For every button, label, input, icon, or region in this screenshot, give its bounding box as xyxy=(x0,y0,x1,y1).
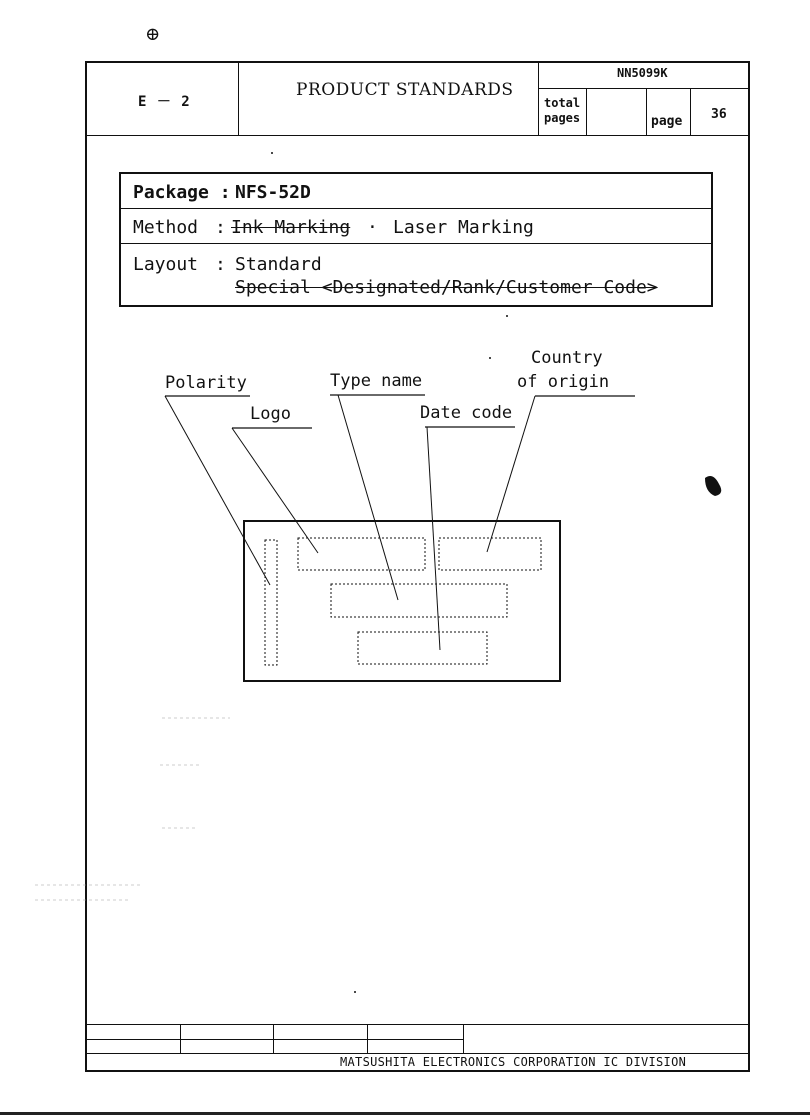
method-ink-marking-struck: Ink Marking xyxy=(231,217,351,238)
footer-divider xyxy=(273,1024,274,1053)
footer-rule xyxy=(85,1053,750,1054)
package-label: Package : xyxy=(133,182,231,203)
footer-divider xyxy=(463,1024,464,1053)
page-number: 36 xyxy=(711,107,727,122)
method-label: Method xyxy=(133,217,199,238)
package-value: NFS-52D xyxy=(235,182,311,203)
layout-label: Layout xyxy=(133,254,199,275)
polarity-leader xyxy=(165,396,270,585)
footer-rule xyxy=(85,1039,463,1040)
scan-speck xyxy=(489,357,491,359)
sheet-code: E － 2 xyxy=(138,94,191,110)
country-label: Country xyxy=(531,348,603,368)
logo-field xyxy=(298,538,425,570)
footer-divider xyxy=(180,1024,181,1053)
country-leader xyxy=(487,396,535,552)
package-outline xyxy=(244,521,560,681)
polarity-label: Polarity xyxy=(165,373,247,393)
layout-value: Standard xyxy=(235,254,322,275)
document-number: NN5099K xyxy=(617,66,668,80)
document-title: PRODUCT STANDARDS xyxy=(296,80,514,100)
footer-rule xyxy=(85,1024,750,1025)
scan-speck xyxy=(506,315,508,317)
type-name-leader xyxy=(338,395,398,600)
scan-speck xyxy=(271,152,273,154)
scan-bottom-edge xyxy=(0,1112,810,1115)
date-code-field xyxy=(358,632,487,664)
total-pages-label: total xyxy=(544,96,581,110)
method-separator: : xyxy=(215,217,226,238)
layout-separator: : xyxy=(215,254,226,275)
type-name-label: Type name xyxy=(330,371,423,391)
method-value: Laser Marking xyxy=(393,217,534,238)
layout-special-struck: Special <Designated/Rank/Customer Code> xyxy=(235,277,658,298)
type-name-field xyxy=(331,584,507,617)
scan-blot xyxy=(705,476,721,496)
logo-label: Logo xyxy=(250,404,291,424)
page-label: page xyxy=(651,114,683,129)
scan-speck xyxy=(354,991,356,993)
total-pages-label: pages xyxy=(544,111,581,125)
date-code-label: Date code xyxy=(420,403,513,423)
country-of-origin-label: of origin xyxy=(517,372,610,392)
footer-divider xyxy=(367,1024,368,1053)
company-footer: MATSUSHITA ELECTRONICS CORPORATION IC DIVISION xyxy=(340,1055,687,1069)
method-dot: · xyxy=(367,217,378,238)
registration-mark-icon: ⊕ xyxy=(145,24,161,45)
polarity-mark-field xyxy=(265,540,277,665)
